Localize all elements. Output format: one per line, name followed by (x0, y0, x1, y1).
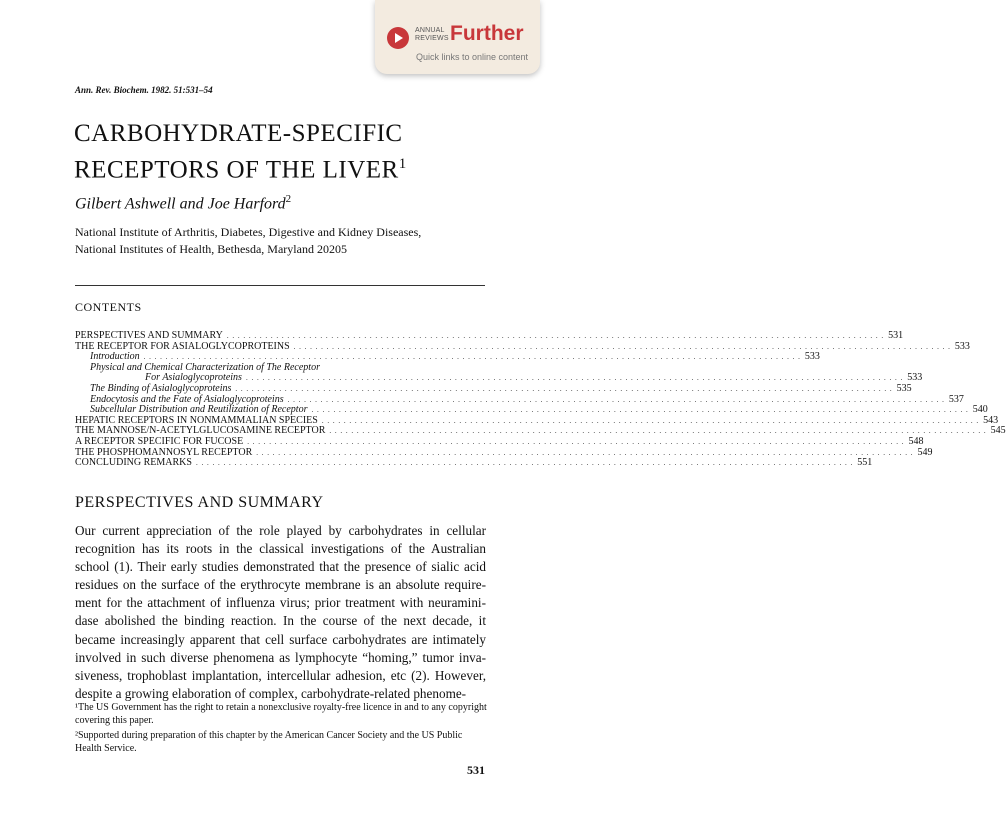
annual-reviews-logo-icon (387, 27, 409, 49)
toc-entry-page: 543 (983, 414, 999, 426)
toc-leader-dots: . . . . . . . . . . . . . . . . . . . . . . . . . . . . . . . . . . . . . . . . . . . . . . . . . . . . . . . . . . . . . . . . . . . . . . . . . . . . . . . . . . . . . . . . . . . . . . . . . . . . . . . . . . . . . . . . . . . . . . . . (195, 459, 854, 468)
toc-leader-dots: . . . . . . . . . . . . . . . . . . . . . . . . . . . . . . . . . . . . . . . . . . . . . . . . . . . . . . . . . . . . . . . . . . . . . . . . . . . . . . . . . . . . . . . . . . . . . . . . . . . . . . . . . . . . . . . . . . . . . . . . (329, 427, 987, 436)
toc-entry-page: 533 (907, 372, 923, 384)
body-paragraph: Our current appreciation of the role played by carbohydrates in cellular recognition has its roots in the classical investigations of the Australian school (1). Their early studies demonstrated that the presence of sialic acid residues on the surface of the erythrocyte membrane is an absolute require-ment for the attachment of influenza virus; prior treatment with neuramini-dase abolished the binding reaction. In the course of the next decade, it became increasingly apparent that cell surface carbohydrates are intimately involved in such diverse phenomena as lymphocyte “homing,” tumor inva-siveness, trophoblast implantation, intercellular adhesion, etc (2). However, despite a growing elaboration of complex, carbohydrate-related phenome- (75, 523, 486, 701)
toc-leader-dots: . . . . . . . . . . . . . . . . . . . . . . . . . . . . . . . . . . . . . . . . . . . . . . . . . . . . . . . . . . . . . . . . . . . . . . . . . . . . . . . . . . . . . . . . . . . . . . . . . . . . . . . . . . . . . . . . . . . . . . . . (143, 353, 801, 362)
further-badge[interactable] (375, 0, 540, 74)
journal-citation: Ann. Rev. Biochem. 1982. 51:531–54 (75, 85, 213, 95)
toc-entry-label: Introduction (90, 351, 140, 363)
toc-entry[interactable] (75, 382, 912, 395)
title-line-1: CARBOHYDRATE-SPECIFIC (74, 120, 403, 147)
article-title (74, 119, 407, 185)
toc-entry-page: 540 (972, 404, 988, 416)
toc-entry-label: Subcellular Distribution and Reutilization of Receptor (90, 404, 308, 416)
toc-entry-page: 533 (804, 351, 820, 363)
toc-leader-dots: . . . . . . . . . . . . . . . . . . . . . . . . . . . . . . . . . . . . . . . . . . . . . . . . . . . . . . . . . . . . . . . . . . . . . . . . . . . . . . . . . . . . . . . . . . . . . . . . . . . . . . . . . . . . . . . . . . . . . . . . (311, 406, 969, 415)
footnote-1: ¹The US Government has the right to retain a nonexclusive royalty-free licence in and to any copyright covering this paper. (75, 702, 487, 726)
toc-entry-label: Endocytosis and the Fate of Asialoglycoproteins (90, 393, 284, 405)
toc-entry-page: 535 (896, 382, 912, 394)
toc-entry-label: Physical and Chemical Characterization of The Receptor (90, 361, 320, 373)
toc-leader-dots: . . . . . . . . . . . . . . . . . . . . . . . . . . . . . . . . . . . . . . . . . . . . . . . . . . . . . . . . . . . . . . . . . . . . . . . . . . . . . . . . . . . . . . . . . . . . . . . . . . . . . . . . . . . . . . . . . . . . . . . . (226, 332, 885, 340)
author-footnote-mark: 2 (285, 193, 292, 205)
authors (75, 193, 291, 213)
toc-entry-label: THE RECEPTOR FOR ASIALOGLYCOPROTEINS (75, 340, 290, 352)
affiliation (75, 224, 421, 258)
toc-leader-dots: . . . . . . . . . . . . . . . . . . . . . . . . . . . . . . . . . . . . . . . . . . . . . . . . . . . . . . . . . . . . . . . . . . . . . . . . . . . . . . . . . . . . . . . . . . . . . . . . . . . . . . . . . . . . . . . . . . . . . . . . (235, 384, 893, 393)
title-line-2: RECEPTORS OF THE LIVER (74, 156, 399, 184)
author-names: Gilbert Ashwell and Joe Harford (75, 195, 286, 213)
toc-entry-label: For Asialoglycoproteins (145, 372, 242, 384)
toc-leader-dots: . . . . . . . . . . . . . . . . . . . . . . . . . . . . . . . . . . . . . . . . . . . . . . . . . . . . . . . . . . . . . . . . . . . . . . . . . . . . . . . . . . . . . . . . . . . . . . . . . . . . . . . . . . . . . . . . . . . . . . . . (256, 448, 914, 457)
toc-leader-dots: . . . . . . . . . . . . . . . . . . . . . . . . . . . . . . . . . . . . . . . . . . . . . . . . . . . . . . . . . . . . . . . . . . . . . . . . . . . . . . . . . . . . . . . . . . . . . . . . . . . . . . . . . . . . . . . . . . . . . . . . (245, 374, 904, 383)
toc-entry[interactable] (75, 363, 486, 374)
toc-entry-label: The Binding of Asialoglycoproteins (90, 382, 232, 394)
table-of-contents (75, 330, 1006, 469)
affiliation-line-1: National Institute of Arthritis, Diabetes, Digestive and Kidney Diseases, (75, 225, 422, 239)
badge-publisher: ANNUAL REVIEWS (415, 27, 449, 42)
badge-tagline: Quick links to online content (416, 52, 529, 62)
title-footnote-mark: 1 (398, 156, 407, 172)
toc-entry-page: 537 (948, 393, 964, 405)
toc-entry-page: 545 (990, 425, 1006, 437)
toc-entry-label: THE PHOSPHOMANNOSYL RECEPTOR (75, 446, 253, 458)
toc-entry-page: 531 (888, 330, 904, 341)
toc-entry-page: 533 (954, 340, 970, 352)
toc-entry-label: PERSPECTIVES AND SUMMARY (75, 330, 223, 341)
footnote-2: ²Supported during preparation of this chapter by the American Cancer Society and the US Public Health Service. (75, 730, 463, 754)
toc-entry-label: CONCLUDING REMARKS (75, 457, 192, 469)
toc-entry-page: 548 (908, 435, 924, 447)
toc-entry-label: A RECEPTOR SPECIFIC FOR FUCOSE (75, 435, 244, 447)
toc-entry-page: 551 (857, 457, 873, 469)
badge-further-label: Further (450, 22, 524, 45)
toc-leader-dots: . . . . . . . . . . . . . . . . . . . . . . . . . . . . . . . . . . . . . . . . . . . . . . . . . . . . . . . . . . . . . . . . . . . . . . . . . . . . . . . . . . . . . . . . . . . . . . . . . . . . . . . . . . . . . . . . . . . . . . . . (247, 437, 905, 446)
toc-entry-label: THE MANNOSE/N-ACETYLGLUCOSAMINE RECEPTOR (75, 425, 326, 437)
contents-heading: CONTENTS (75, 300, 142, 314)
toc-leader-dots: . . . . . . . . . . . . . . . . . . . . . . . . . . . . . . . . . . . . . . . . . . . . . . . . . . . . . . . . . . . . . . . . . . . . . . . . . . . . . . . . . . . . . . . . . . . . . . . . . . . . . . . . . . . . . . . . . . . . . . . . (321, 416, 980, 425)
page-number: 531 (467, 763, 485, 777)
toc-entry-page: 549 (917, 446, 933, 458)
affiliation-line-2: National Institutes of Health, Bethesda, Maryland 20205 (75, 242, 347, 256)
divider (75, 285, 485, 286)
toc-entry[interactable] (75, 435, 924, 448)
toc-entry[interactable] (75, 457, 873, 469)
toc-entry[interactable] (75, 330, 904, 342)
toc-leader-dots: . . . . . . . . . . . . . . . . . . . . . . . . . . . . . . . . . . . . . . . . . . . . . . . . . . . . . . . . . . . . . . . . . . . . . . . . . . . . . . . . . . . . . . . . . . . . . . . . . . . . . . . . . . . . . . . . . . . . . . . . (293, 342, 951, 351)
section-heading: PERSPECTIVES AND SUMMARY (75, 494, 324, 511)
toc-entry-label: HEPATIC RECEPTORS IN NONMAMMALIAN SPECIES (75, 414, 318, 426)
toc-leader-dots: . . . . . . . . . . . . . . . . . . . . . . . . . . . . . . . . . . . . . . . . . . . . . . . . . . . . . . . . . . . . . . . . . . . . . . . . . . . . . . . . . . . . . . . . . . . . . . . . . . . . . . . . . . . . . . . . . . . . . . . . (287, 395, 945, 404)
